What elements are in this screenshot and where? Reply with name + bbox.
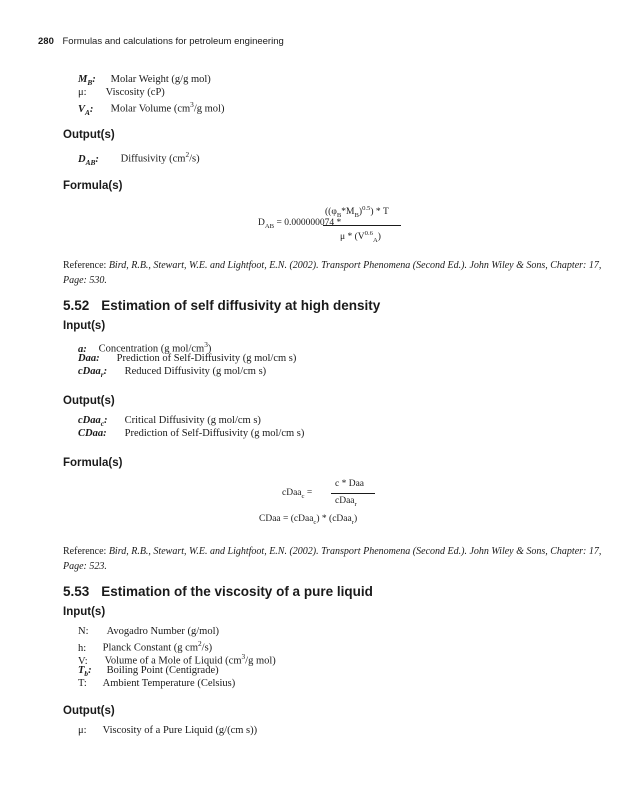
input-item: a: Concentration (g mol/$cm^3$) — [78, 340, 212, 355]
section-heading: 5.53 Estimation of the viscosity of a pure liquid — [63, 584, 373, 599]
formula-lhs: $D_{AB} = 0.000000074$ * — [258, 218, 342, 230]
input-item: V: Volume of a Mole of Liquid ($cm^3/g$ mol) — [78, 652, 276, 667]
input-heading: Input(s) — [63, 606, 106, 618]
section-heading: 5.52 Estimation of self diffusivity at high density — [63, 298, 381, 313]
output-item: CDaa: Prediction of Self-Diffusivity (g mol/cm s) — [78, 428, 305, 439]
formula-heading: Formula(s) — [63, 180, 123, 192]
output-item: $D_{AB}$: Diffusivity $(cm^2/s)$ — [78, 150, 200, 167]
running-header — [38, 36, 284, 47]
input-item: h: Planck Constant (g $cm^2/s$) — [78, 639, 213, 654]
formula-heading: Formula(s) — [63, 457, 123, 469]
fraction-bar — [331, 493, 375, 494]
reference: Reference: Bird, R.B., Stewart, W.E. and Lightfoot, E.N. (2002). Transport Phenomena (Second Ed.). John Wiley & Sons, Chapter: 17, Page: 523. — [63, 546, 602, 572]
input-item: Daa: Prediction of Self-Diffusivity (g mol/cm s) — [78, 353, 297, 364]
fraction-bar — [323, 225, 401, 226]
input-item: N: Avogadro Number (g/mol) — [78, 626, 219, 637]
input-item: cDaa$_r$: Reduced Diffusivity (g mol/cm s) — [78, 366, 267, 380]
output-heading: Output(s) — [63, 395, 115, 407]
page-number: 280 — [38, 36, 54, 47]
reference: Reference: Bird, R.B., Stewart, W.E. and Lightfoot, E.N. (2002). Transport Phenomena (Second Ed.). John Wiley & Sons, Chapter: 17, Page: 530. — [63, 260, 602, 286]
input-item: $T_b$: Boiling Point (Centigrade) — [78, 665, 219, 679]
output-item: cDaa$_c$: Critical Diffusivity (g mol/cm s) — [78, 415, 261, 429]
input-item: μ: Viscosity (cP) — [78, 87, 165, 98]
formula-lhs: cDaa$_c$ = — [282, 488, 313, 500]
formula-numerator: c * Daa — [335, 479, 365, 489]
formula-numerator: $((\varphi_B*M_B)^{0.5})$ * T — [325, 205, 389, 220]
input-item: $M_B$: Molar Weight (g/g mol) — [78, 74, 211, 88]
formula-denominator: cDaa$_r$ — [335, 496, 357, 508]
input-item: T: Ambient Temperature (Celsius) — [78, 678, 236, 689]
input-heading: Input(s) — [63, 320, 106, 332]
formula-denominator: μ * $(V^{0.6}_A)$ — [340, 230, 381, 245]
output-heading: Output(s) — [63, 129, 115, 141]
output-heading: Output(s) — [63, 705, 115, 717]
input-item: $V_A$: Molar Volume ($cm^3/g$ mol) — [78, 100, 225, 117]
formula-line: CDaa = (cDaa$_c$) * (cDaa$_r$) — [259, 514, 358, 526]
running-title: Formulas and calculations for petroleum engineering — [62, 36, 284, 47]
output-item: μ: Viscosity of a Pure Liquid (g/(cm s)) — [78, 725, 258, 736]
